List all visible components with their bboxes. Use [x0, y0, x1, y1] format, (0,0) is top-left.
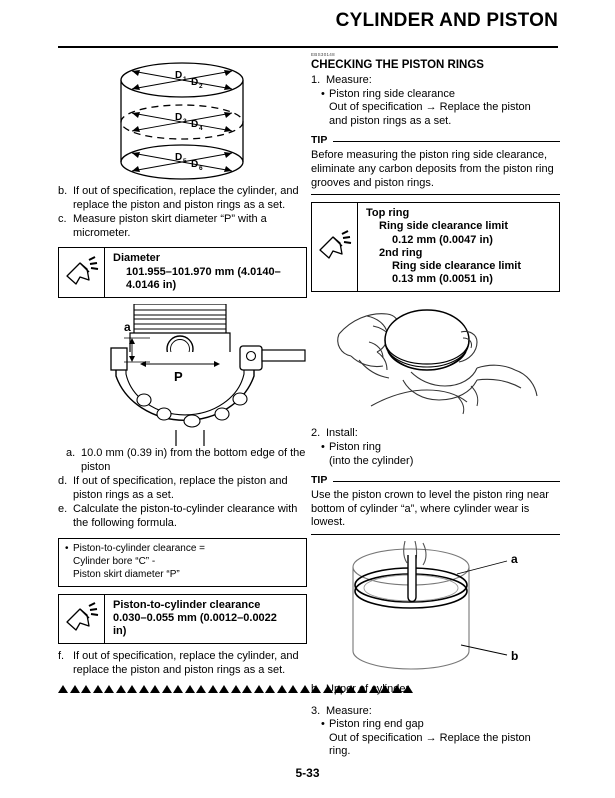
tip-2-close-rule	[311, 534, 560, 535]
section-end-triangle	[185, 685, 195, 693]
micrometer-icon	[312, 203, 358, 291]
section-end-triangle	[139, 685, 149, 693]
step-3-label: Measure:	[326, 704, 372, 717]
diameter-spec-title: Diameter	[113, 252, 161, 265]
step-1-bullet-text: Piston ring side clearance	[329, 87, 455, 100]
caption-b-text: Upper of cylinder	[326, 682, 410, 695]
label-d2: D	[191, 77, 199, 88]
section-end-triangle	[70, 685, 80, 693]
clearance-spec-title: Piston-to-cylinder clearance	[113, 598, 261, 611]
substep-f-letter: f.	[58, 650, 65, 663]
section-heading: CHECKING THE PISTON RINGS	[311, 59, 484, 71]
tip-1-label: TIP	[311, 134, 328, 147]
substep-c-letter: c.	[58, 213, 67, 226]
step-2-bullet-row	[311, 441, 560, 455]
caption-b	[311, 683, 560, 697]
header-divider	[58, 46, 558, 48]
hands-piston-figure	[311, 298, 560, 426]
section-end-triangles	[58, 685, 307, 693]
formula-line-3: Piston skirt diameter “P”	[73, 568, 180, 580]
section-end-triangle	[162, 685, 172, 693]
top-ring-value: 0.12 mm (0.0047 in)	[392, 233, 493, 246]
step-1-bullet: •	[321, 87, 325, 100]
section-end-triangle	[116, 685, 126, 693]
tip-1-text: Before measuring the piston ring side clearance, eliminate any carbon deposits from the piston ring grooves and piston rings.	[311, 149, 554, 189]
section-end-triangle	[104, 685, 114, 693]
piston-micrometer-diagram	[58, 304, 307, 446]
tip-1-rule	[333, 141, 560, 142]
section-end-triangle	[242, 685, 252, 693]
label-d6: D	[191, 159, 199, 170]
section-end-triangle	[127, 685, 137, 693]
diameter-spec-text	[105, 248, 306, 297]
step-2	[311, 427, 560, 441]
step-3-bullet-row	[311, 718, 560, 732]
substep-c	[58, 213, 307, 240]
micrometer-icon	[59, 595, 105, 644]
label-d1-sub: 1	[183, 76, 187, 83]
note-a	[58, 447, 307, 474]
step-3-number: 3.	[311, 704, 321, 717]
formula-line-1: Piston-to-cylinder clearance =	[73, 542, 206, 554]
note-a-letter: a.	[66, 446, 76, 459]
top-ring-title: Top ring	[366, 207, 410, 220]
step-1-continuation-1: Out of specification → Replace the piston	[329, 101, 531, 114]
diameter-spec-box	[58, 247, 307, 298]
micrometer-icon	[59, 248, 105, 297]
formula-box	[58, 538, 307, 587]
caption-b-letter: b.	[311, 682, 321, 695]
section-end-triangle	[288, 685, 298, 693]
note-a-text: 10.0 mm (0.39 in) from the bottom edge of the piston	[81, 446, 306, 473]
tip-2-header	[311, 474, 560, 488]
step-2-number: 2.	[311, 427, 321, 440]
step-1	[311, 74, 560, 88]
label-d4-sub: 4	[199, 125, 203, 132]
label-d6-sub: 6	[199, 165, 203, 172]
hands-holding-piston-ring-illustration	[311, 298, 560, 426]
step-1-bullet-row	[311, 88, 560, 102]
section-end-triangle	[265, 685, 275, 693]
second-ring-value: 0.13 mm (0.0051 in)	[392, 273, 493, 286]
left-column	[58, 52, 307, 693]
step-2-label: Install:	[326, 427, 358, 440]
section-end-triangle	[254, 685, 264, 693]
page-footer	[0, 766, 615, 780]
section-end-triangle	[81, 685, 91, 693]
section-end-triangle	[219, 685, 229, 693]
substep-e	[58, 503, 307, 530]
formula-bullet: •	[65, 542, 69, 554]
substep-e-text: Calculate the piston-to-cylinder clearance with the following formula.	[73, 503, 298, 529]
label-d1: D	[175, 70, 183, 81]
substep-b	[58, 185, 307, 212]
cylinder-bore-measurement-diagram	[58, 58, 307, 184]
diameter-spec-value-2: 4.0146 in)	[126, 278, 177, 291]
step-1-number: 1.	[311, 74, 321, 86]
label-a: a	[124, 319, 131, 334]
ring-spec-text	[358, 203, 559, 291]
top-ring-sub: Ring side clearance limit	[379, 220, 508, 233]
page-number: 5-33	[295, 766, 320, 780]
tip-2-label: TIP	[311, 474, 328, 487]
step-3-bullet-text: Piston ring end gap	[329, 718, 424, 731]
page-header	[58, 10, 558, 54]
step-2-bullet-text: Piston ring	[329, 440, 381, 453]
section-end-triangle	[196, 685, 206, 693]
substep-d-letter: d.	[58, 475, 68, 488]
substep-e-letter: e.	[58, 503, 68, 516]
substep-b-text: If out of specification, replace the cylinder, and replace the piston and piston rings as a set.	[73, 185, 299, 211]
section-end-triangle	[277, 685, 287, 693]
right-column	[311, 52, 560, 759]
label-d4: D	[191, 119, 199, 130]
step-2-continuation-1: (into the cylinder)	[329, 454, 414, 467]
micrometer-figure	[58, 304, 307, 446]
tip-1-header	[311, 134, 560, 148]
cylinder-bore-figure	[58, 58, 307, 184]
tip-2-rule	[333, 481, 560, 482]
label-b: b	[511, 648, 519, 663]
step-1-continuation-2: and piston rings as a set.	[329, 114, 452, 127]
label-d5-sub: 5	[183, 158, 187, 165]
clearance-spec-value-1: 0.030–0.055 mm (0.0012–0.0022	[113, 611, 277, 624]
second-ring-sub: Ring side clearance limit	[392, 259, 521, 272]
clearance-spec-box	[58, 594, 307, 645]
ring-side-clearance-spec-box	[311, 202, 560, 292]
step-1-label: Measure:	[326, 74, 372, 86]
tip-2-text: Use the piston crown to level the piston ring near bottom of cylinder “a”, where cylinder wear is lowest.	[311, 489, 549, 529]
section-end-triangle	[231, 685, 241, 693]
label-d3: D	[175, 112, 183, 123]
label-d2-sub: 2	[199, 83, 203, 90]
step-3-continuation-2: ring.	[329, 745, 351, 758]
step-3-bullet: •	[321, 718, 325, 731]
section-end-triangle	[173, 685, 183, 693]
formula-line-1-row	[65, 542, 300, 555]
section-end-triangle	[93, 685, 103, 693]
step-3	[311, 705, 560, 719]
clearance-spec-value-2: in)	[113, 624, 127, 637]
label-d5: D	[175, 152, 183, 163]
second-ring-title: 2nd ring	[379, 246, 423, 259]
section-end-triangle	[300, 685, 310, 693]
substep-b-letter: b.	[58, 185, 68, 197]
document-code: EBS30148	[311, 52, 335, 57]
section-end-triangle	[208, 685, 218, 693]
clearance-spec-text	[105, 595, 306, 644]
section-end-triangle	[58, 685, 68, 693]
label-d3-sub: 3	[183, 118, 187, 125]
step-3-continuation-1: Out of specification → Replace the piston	[329, 731, 531, 744]
page-title: CYLINDER AND PISTON	[335, 10, 558, 31]
substep-d	[58, 475, 307, 502]
tip-1-close-rule	[311, 194, 560, 195]
diameter-spec-value-1: 101.955–101.970 mm (4.0140–	[126, 265, 281, 278]
substep-f-text: If out of specification, replace the cylinder, and replace the piston and piston rings as a set.	[73, 650, 299, 676]
cylinder-ring-figure	[311, 541, 560, 681]
label-p: P	[174, 368, 183, 384]
piston-ring-in-cylinder-illustration	[311, 541, 560, 681]
formula-line-2: Cylinder bore “C” -	[73, 555, 156, 567]
substep-f	[58, 650, 307, 677]
substep-d-text: If out of specification, replace the piston and piston rings as a set.	[73, 475, 288, 501]
step-2-bullet: •	[321, 440, 325, 453]
substep-c-text: Measure piston skirt diameter “P” with a micrometer.	[73, 213, 267, 239]
section-end-triangle	[150, 685, 160, 693]
label-a: a	[511, 551, 518, 566]
